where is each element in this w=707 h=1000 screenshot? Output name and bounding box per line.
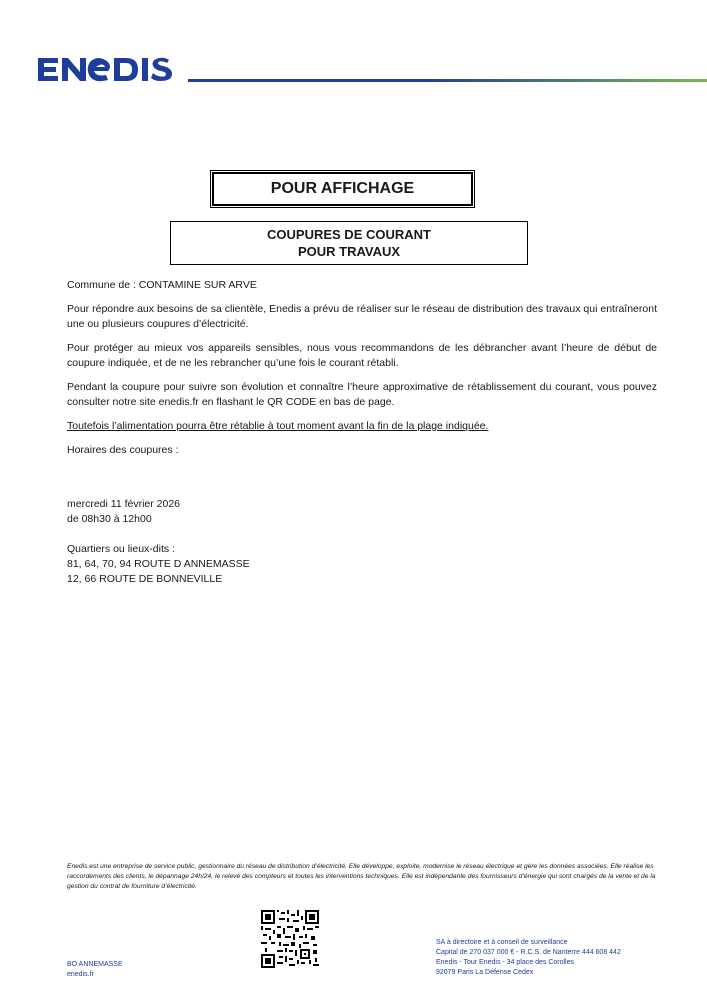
paragraph-2: Pour protéger au mieux vos appareils sensibles, nous vous recommandons de les débrancher avant l’heure de début de coupure indiquée, et de ne les rebrancher qu’une fois le courant rétabli. bbox=[67, 342, 657, 369]
footer-company-line1: SA à directoire et à conseil de surveillance bbox=[436, 939, 568, 946]
notice-title-box bbox=[170, 221, 528, 265]
notice-title-line1: COUPURES DE COURANT bbox=[267, 227, 431, 242]
schedule-block bbox=[67, 497, 657, 527]
locations-label: Quartiers ou lieux-dits : bbox=[67, 543, 175, 555]
enedis-logo-icon bbox=[36, 48, 184, 88]
qr-code-icon[interactable] bbox=[261, 910, 319, 968]
schedule-date: mercredi 11 février 2026 bbox=[67, 498, 181, 510]
footer-left bbox=[67, 960, 123, 980]
location-1: 81, 64, 70, 94 ROUTE D ANNEMASSE bbox=[67, 558, 250, 570]
enedis-logo bbox=[36, 48, 184, 88]
paragraph-1: Pour répondre aux besoins de sa clientèle, Enedis a prévu de réaliser sur le réseau de distribution des travaux qui entraîneront une ou plusieurs coupures d’électricité. bbox=[67, 303, 657, 330]
paragraph-4: Toutefois l’alimentation pourra être rétablie à tout moment avant la fin de la plage indiquée. bbox=[67, 420, 489, 432]
footer-office: BO ANNEMASSE bbox=[67, 961, 123, 968]
location-2: 12, 66 ROUTE DE BONNEVILLE bbox=[67, 573, 223, 585]
footer-company-info bbox=[436, 938, 621, 978]
footer-company-line2: Capital de 270 037 000 € - R.C.S. de Nanterre 444 608 442 bbox=[436, 949, 621, 956]
footer-company-line4: 92079 Paris La Défense Cedex bbox=[436, 969, 534, 976]
notice-body bbox=[67, 278, 657, 587]
notice-title-line2: POUR TRAVAUX bbox=[297, 244, 401, 259]
banner-title: POUR AFFICHAGE bbox=[270, 180, 415, 197]
legal-notice: Enedis est une entreprise de service public, gestionnaire du réseau de distribution d’électricité. Elle développe, exploite, modernise le réseau électrique et gère les données associées. Elle réalise les raccordements des clients, le dépannage 24h/24, le relevé des compteurs et toutes les interventions techniques. Elle est indépendante des fournisseurs d’énergie qui sont chargés de la vente et de la gestion du contrat de fourniture d’électricité. bbox=[67, 863, 656, 890]
schedule-time: de 08h30 à 12h00 bbox=[67, 513, 152, 525]
paragraph-3: Pendant la coupure pour suivre son évolution et connaître l’heure approximative de rétablissement du courant, vous pouvez consulter notre site enedis.fr en flashant le QR CODE en bas de page. bbox=[67, 381, 657, 408]
footer-company-line3: Enedis - Tour Enedis - 34 place des Corolles bbox=[436, 959, 575, 966]
pour-affichage-banner bbox=[210, 170, 475, 208]
page-header bbox=[36, 48, 706, 88]
locations-block bbox=[67, 542, 657, 587]
footer-website-link[interactable]: enedis.fr bbox=[67, 971, 94, 978]
commune: Commune de : CONTAMINE SUR ARVE bbox=[67, 279, 257, 291]
header-rule bbox=[188, 79, 707, 82]
horaires-label: Horaires des coupures : bbox=[67, 444, 179, 456]
